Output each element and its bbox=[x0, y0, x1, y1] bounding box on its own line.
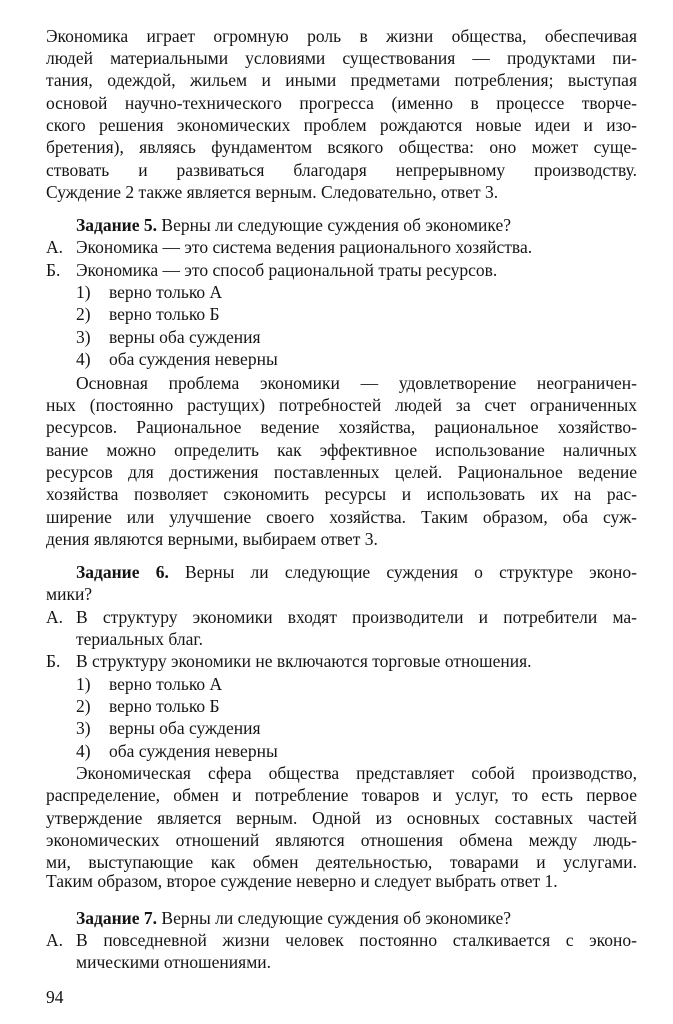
text-line bbox=[46, 461, 637, 483]
text-line bbox=[76, 628, 637, 650]
list-item bbox=[76, 236, 637, 258]
task-label: Задание 6. bbox=[76, 562, 169, 582]
line-text: дения являются верными, выбираем ответ 3. bbox=[46, 529, 378, 549]
line-text: ми, выступающие как обмен деятельностью, товарами и услугами. bbox=[46, 852, 637, 872]
line-text: оба суждения неверны bbox=[109, 349, 278, 369]
text-line bbox=[46, 870, 637, 892]
list-item bbox=[109, 695, 637, 717]
list-item bbox=[109, 740, 637, 762]
list-item bbox=[76, 929, 637, 951]
line-text: верны оба суждения bbox=[109, 327, 261, 347]
list-item bbox=[76, 606, 637, 628]
line-text: оба суждения неверны bbox=[109, 741, 278, 761]
line-text: верно только Б bbox=[109, 304, 220, 324]
line-text: Таким образом, второе суждение неверно и следует выбрать ответ 1. bbox=[46, 871, 558, 891]
text-line bbox=[46, 69, 637, 91]
task-heading bbox=[76, 214, 637, 236]
text-line bbox=[46, 47, 637, 69]
line-text: ствовать и развиваться благодаря непрерывному производству. bbox=[46, 160, 637, 180]
line-text: Экономика — это система ведения рационального хозяйства. bbox=[76, 237, 533, 257]
text-line bbox=[46, 583, 637, 605]
line-text: териальных благ. bbox=[76, 629, 203, 649]
line-text: ных (постоянно растущих) потребностей людей за счет ограниченных bbox=[46, 395, 637, 415]
text-line bbox=[46, 25, 637, 47]
text-line bbox=[46, 483, 637, 505]
line-text: Суждение 2 также является верным. Следовательно, ответ 3. bbox=[46, 182, 499, 202]
line-text: верно только А bbox=[109, 282, 223, 302]
list-marker: 3) bbox=[76, 327, 91, 347]
text-line bbox=[46, 829, 637, 851]
line-text: ресурсов. Рациональное ведение хозяйства, рациональное хозяйство- bbox=[46, 417, 637, 437]
list-marker: 2) bbox=[76, 696, 91, 716]
text-line bbox=[46, 394, 637, 416]
line-text: бретения), являясь фундаментом всякого общества: оно может суще- bbox=[46, 137, 637, 157]
line-text: верны оба суждения bbox=[109, 718, 261, 738]
list-marker: А. bbox=[46, 930, 64, 950]
line-text: В структуру экономики не включаются торговые отношения. bbox=[76, 651, 532, 671]
line-text: ресурсов для достижения поставленных целей. Рациональное ведение bbox=[46, 462, 637, 482]
text-line bbox=[46, 159, 637, 181]
line-text: Верны ли следующие суждения об экономике? bbox=[157, 215, 512, 235]
line-text: мики? bbox=[46, 584, 93, 604]
text-line bbox=[46, 181, 637, 203]
list-marker: А. bbox=[46, 607, 64, 627]
list-item bbox=[109, 326, 637, 348]
list-marker: 1) bbox=[76, 282, 91, 302]
line-text: людей материальными условиями существования — продуктами пи- bbox=[46, 48, 637, 68]
list-item bbox=[109, 673, 637, 695]
line-text: Верны ли следующие суждения об экономике? bbox=[157, 908, 512, 928]
line-text: Экономика — это способ рациональной траты ресурсов. bbox=[76, 260, 498, 280]
text-line bbox=[46, 439, 637, 461]
list-marker: 4) bbox=[76, 741, 91, 761]
text-line bbox=[46, 528, 637, 550]
list-item bbox=[109, 717, 637, 739]
list-item bbox=[76, 650, 637, 672]
line-text: Экономическая сфера общества представляет собой производство, bbox=[76, 763, 637, 783]
task-label: Задание 7. bbox=[76, 908, 158, 928]
line-text: утверждение является верным. Одной из основных составных частей bbox=[46, 808, 637, 828]
line-text: верно только Б bbox=[109, 696, 220, 716]
line-text: распределение, обмен и потребление товаров и услуг, то есть первое bbox=[46, 785, 637, 805]
line-text: ского решения экономических проблем рождаются новые идеи и изо- bbox=[46, 115, 637, 135]
list-marker: 2) bbox=[76, 304, 91, 324]
task-label: Задание 5. bbox=[76, 215, 158, 235]
task-heading bbox=[76, 561, 637, 583]
text-line bbox=[46, 807, 637, 829]
list-item bbox=[109, 281, 637, 303]
list-item bbox=[76, 259, 637, 281]
line-text: экономических отношений являются отношения обмена между людь- bbox=[46, 830, 637, 850]
text-line bbox=[76, 951, 637, 973]
line-text: Экономика играет огромную роль в жизни общества, обеспечивая bbox=[46, 26, 637, 46]
line-text: основой научно-технического прогресса (именно в процессе творче- bbox=[46, 93, 637, 113]
list-marker: 3) bbox=[76, 718, 91, 738]
list-item bbox=[109, 303, 637, 325]
text-line bbox=[46, 506, 637, 528]
task-heading bbox=[76, 907, 637, 929]
text-line bbox=[76, 372, 637, 394]
list-marker: 1) bbox=[76, 674, 91, 694]
text-line bbox=[46, 92, 637, 114]
line-text: мическими отношениями. bbox=[76, 952, 272, 972]
line-text: вание можно определить как эффективное использование наличных bbox=[46, 440, 637, 460]
line-text: В структуру экономики входят производители и потребители ма- bbox=[76, 607, 637, 627]
page-number: 94 bbox=[46, 987, 64, 1007]
list-item bbox=[109, 348, 637, 370]
text-line bbox=[46, 416, 637, 438]
text-line bbox=[46, 114, 637, 136]
text-line bbox=[46, 136, 637, 158]
line-text: ширение или улучшение своего хозяйства. Таким образом, оба суж- bbox=[46, 507, 637, 527]
list-marker: Б. bbox=[46, 260, 61, 280]
text-line bbox=[46, 784, 637, 806]
line-text: Основная проблема экономики — удовлетворение неограничен- bbox=[76, 373, 637, 393]
text-line bbox=[76, 762, 637, 784]
line-text: Верны ли следующие суждения о структуре эконо- bbox=[168, 562, 637, 582]
line-text: В повседневной жизни человек постоянно сталкивается с эконо- bbox=[76, 930, 637, 950]
line-text: хозяйства позволяет сэкономить ресурсы и использовать их на рас- bbox=[46, 484, 637, 504]
list-marker: А. bbox=[46, 237, 64, 257]
line-text: верно только А bbox=[109, 674, 223, 694]
list-marker: Б. bbox=[46, 651, 61, 671]
line-text: тания, одеждой, жильем и иными предметами потребления; выступая bbox=[46, 70, 637, 90]
list-marker: 4) bbox=[76, 349, 91, 369]
